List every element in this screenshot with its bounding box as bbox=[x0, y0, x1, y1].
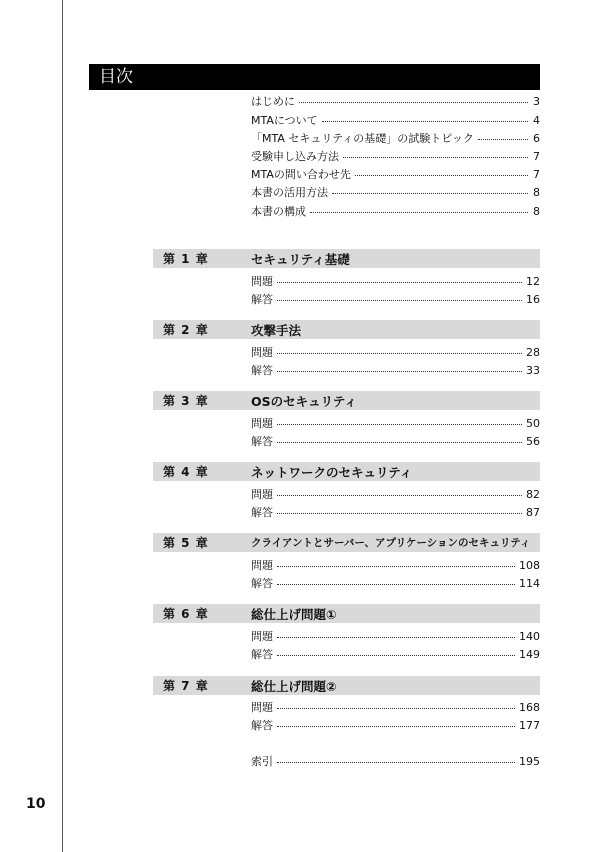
chapter-title: 攻撃手法 bbox=[251, 322, 302, 338]
entry-page: 195 bbox=[519, 754, 540, 768]
entry-page: 6 bbox=[533, 131, 540, 145]
leader-dots bbox=[277, 725, 515, 727]
entry-page: 108 bbox=[519, 558, 540, 572]
entry-label: 解答 bbox=[251, 506, 273, 519]
leader-dots bbox=[343, 156, 528, 158]
entry-label: 受験申し込み方法 bbox=[251, 150, 339, 163]
entry-label: 問題 bbox=[251, 559, 273, 572]
entry-label: 索引 bbox=[251, 755, 273, 768]
chapter-number: 第 2 章 bbox=[163, 323, 209, 337]
leader-dots bbox=[277, 281, 522, 283]
entry-label: 問題 bbox=[251, 630, 273, 643]
entry-page: 8 bbox=[533, 185, 540, 199]
chapter-heading[interactable] bbox=[153, 676, 540, 695]
leader-dots bbox=[277, 441, 522, 443]
leader-dots bbox=[277, 512, 522, 514]
toc-entry[interactable] bbox=[251, 432, 540, 450]
leader-dots bbox=[299, 101, 528, 103]
entry-page: 177 bbox=[519, 718, 540, 732]
chapter-title: 総仕上げ問題① bbox=[251, 606, 337, 622]
toc-entry[interactable] bbox=[251, 272, 540, 290]
chapter-number: 第 4 章 bbox=[163, 465, 209, 479]
toc-entry[interactable] bbox=[251, 361, 540, 379]
leader-dots bbox=[478, 138, 528, 140]
entry-label: MTAについて bbox=[251, 114, 318, 127]
toc-entry[interactable] bbox=[251, 485, 540, 503]
entry-page: 7 bbox=[533, 149, 540, 163]
entry-label: 解答 bbox=[251, 719, 273, 732]
margin-line bbox=[62, 0, 63, 852]
leader-dots bbox=[355, 174, 528, 176]
chapter-number: 第 3 章 bbox=[163, 394, 209, 408]
entry-page: 3 bbox=[533, 94, 540, 108]
entry-label: 問題 bbox=[251, 701, 273, 714]
chapter-heading[interactable] bbox=[153, 249, 540, 268]
chapter-heading[interactable] bbox=[153, 533, 540, 552]
entry-label: 問題 bbox=[251, 488, 273, 501]
entry-page: 8 bbox=[533, 204, 540, 218]
toc-entry[interactable] bbox=[251, 202, 540, 220]
entry-page: 4 bbox=[533, 113, 540, 127]
toc-entry[interactable] bbox=[251, 183, 540, 201]
leader-dots bbox=[277, 565, 515, 567]
leader-dots bbox=[310, 211, 528, 213]
leader-dots bbox=[277, 352, 522, 354]
chapter-number: 第 1 章 bbox=[163, 252, 209, 266]
entry-page: 114 bbox=[519, 576, 540, 590]
leader-dots bbox=[277, 494, 522, 496]
leader-dots bbox=[277, 761, 515, 763]
toc-entry-index[interactable] bbox=[251, 752, 540, 770]
toc-entry[interactable] bbox=[251, 147, 540, 165]
leader-dots bbox=[322, 120, 528, 122]
entry-label: 問題 bbox=[251, 417, 273, 430]
entry-label: 問題 bbox=[251, 275, 273, 288]
entry-page: 28 bbox=[526, 345, 540, 359]
chapter-heading[interactable] bbox=[153, 320, 540, 339]
entry-page: 7 bbox=[533, 167, 540, 181]
toc-entry[interactable] bbox=[251, 645, 540, 663]
entry-label: 解答 bbox=[251, 364, 273, 377]
entry-page: 33 bbox=[526, 363, 540, 377]
toc-entry[interactable] bbox=[251, 503, 540, 521]
leader-dots bbox=[277, 423, 522, 425]
chapter-heading[interactable] bbox=[153, 462, 540, 481]
entry-page: 56 bbox=[526, 434, 540, 448]
chapter-number: 第 6 章 bbox=[163, 607, 209, 621]
leader-dots bbox=[277, 299, 522, 301]
chapter-title: 総仕上げ問題② bbox=[251, 678, 337, 694]
entry-page: 12 bbox=[526, 274, 540, 288]
entry-page: 82 bbox=[526, 487, 540, 501]
leader-dots bbox=[332, 192, 528, 194]
entry-page: 50 bbox=[526, 416, 540, 430]
leader-dots bbox=[277, 636, 515, 638]
chapter-title: セキュリティ基礎 bbox=[251, 251, 350, 267]
entry-label: 解答 bbox=[251, 293, 273, 306]
entry-label: 本書の構成 bbox=[251, 205, 306, 218]
entry-page: 16 bbox=[526, 292, 540, 306]
toc-entry[interactable] bbox=[251, 698, 540, 716]
entry-label: MTAの問い合わせ先 bbox=[251, 168, 351, 181]
toc-entry[interactable] bbox=[251, 111, 540, 129]
leader-dots bbox=[277, 654, 515, 656]
entry-page: 149 bbox=[519, 647, 540, 661]
toc-entry[interactable] bbox=[251, 716, 540, 734]
chapter-title: ネットワークのセキュリティ bbox=[251, 464, 413, 480]
toc-entry[interactable] bbox=[251, 414, 540, 432]
entry-page: 140 bbox=[519, 629, 540, 643]
chapter-number: 第 7 章 bbox=[163, 679, 209, 693]
chapter-number: 第 5 章 bbox=[163, 536, 209, 550]
entry-label: 問題 bbox=[251, 346, 273, 359]
chapter-heading[interactable] bbox=[153, 391, 540, 410]
leader-dots bbox=[277, 707, 515, 709]
toc-entry[interactable] bbox=[251, 92, 540, 110]
toc-entry[interactable] bbox=[251, 165, 540, 183]
entry-label: 本書の活用方法 bbox=[251, 186, 328, 199]
entry-label: 「MTA セキュリティの基礎」の試験トピック bbox=[251, 132, 474, 145]
entry-label: 解答 bbox=[251, 435, 273, 448]
entry-page: 87 bbox=[526, 505, 540, 519]
toc-entry[interactable] bbox=[251, 129, 540, 147]
toc-entry[interactable] bbox=[251, 343, 540, 361]
toc-title: 目次 bbox=[89, 64, 540, 90]
chapter-title: クライアントとサーバー、アプリケーションのセキュリティ bbox=[251, 537, 531, 549]
toc-entry[interactable] bbox=[251, 627, 540, 645]
chapter-title: OSのセキュリティ bbox=[251, 393, 357, 409]
entry-label: 解答 bbox=[251, 577, 273, 590]
leader-dots bbox=[277, 370, 522, 372]
entry-label: はじめに bbox=[251, 95, 295, 108]
entry-label: 解答 bbox=[251, 648, 273, 661]
entry-page: 168 bbox=[519, 700, 540, 714]
leader-dots bbox=[277, 583, 515, 585]
page-number: 10 bbox=[26, 796, 46, 812]
toc-entry[interactable] bbox=[251, 290, 540, 308]
chapter-heading[interactable] bbox=[153, 604, 540, 623]
toc-entry[interactable] bbox=[251, 574, 540, 592]
toc-entry[interactable] bbox=[251, 556, 540, 574]
